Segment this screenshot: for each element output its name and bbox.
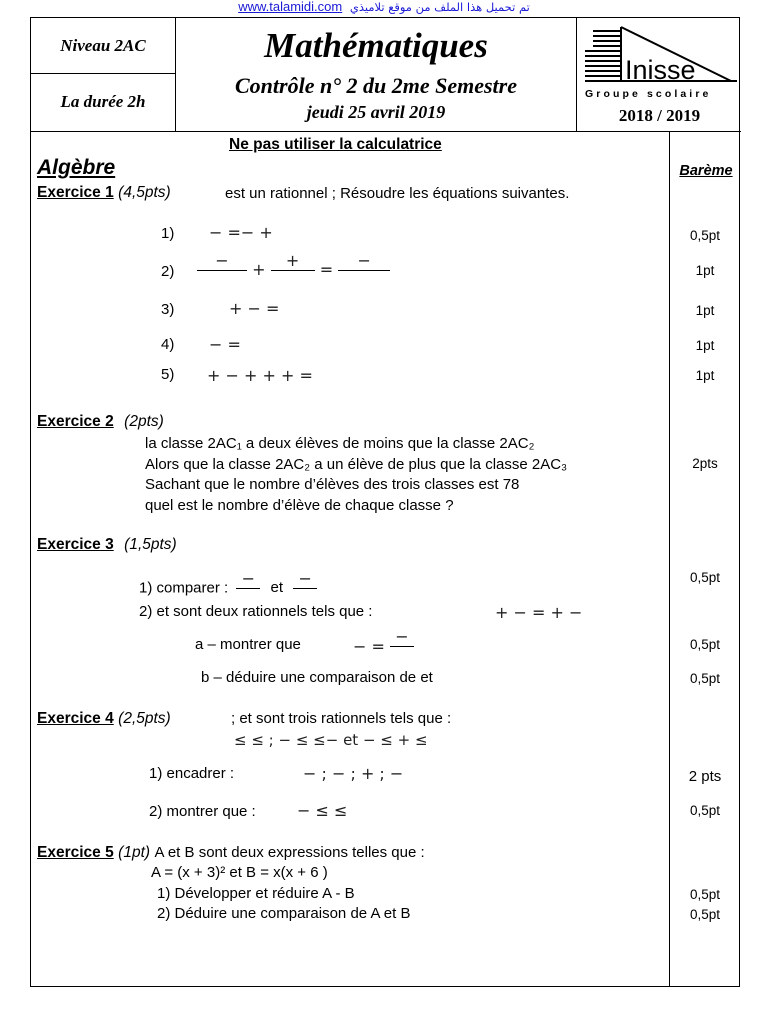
header-logo-box (576, 18, 741, 131)
exercise-1-points: (4,5pts) (118, 184, 171, 201)
exercise-3-qa-expression (353, 627, 414, 666)
exercise-3-qa-expr-text: − = (353, 637, 385, 656)
school-logo-icon (581, 25, 741, 103)
exercise-4-q1-expression: − ; − ; + ; − (303, 764, 404, 783)
exercise-3-q2: 2) et sont deux rationnels tels que : (139, 603, 373, 620)
q1-frac-1-num: − (241, 569, 256, 588)
no-calculator-notice: Ne pas utiliser la calculatrice (229, 136, 442, 153)
exercise-1-intro: est un rationnel ; Résoudre les équations suivantes. (225, 185, 570, 202)
bareme-header: Barème (679, 163, 733, 179)
exercise-4-title: Exercice 4 (37, 710, 114, 727)
exercise-5-points: (1pt) (118, 844, 151, 861)
exercise-2-line: Alors que la classe 2AC₂ a un élève de plus que la classe 2AC₃ (145, 455, 568, 473)
exercise-2-title: Exercice 2 (37, 413, 114, 430)
logo-subtitle: Groupe scolaire (585, 88, 712, 100)
eq-4-expression: − = (209, 335, 241, 354)
exercise-2-bareme: 2pts (692, 456, 718, 471)
exam-title: Mathématiques (264, 26, 488, 65)
exercise-5-heading (37, 844, 425, 862)
exercise-3-q2-expression: + − = + − (495, 603, 583, 622)
exercise-5-q2: 2) Déduire une comparaison de A et B (157, 905, 411, 922)
exam-date: jeudi 25 avril 2019 (306, 102, 446, 122)
eq-2-expression (197, 251, 390, 290)
exercise-3-title: Exercice 3 (37, 536, 114, 553)
exercise-4-points: (2,5pts) (118, 710, 171, 727)
exercise-3-q1-label: 1) comparer : (139, 579, 229, 597)
source-url[interactable]: www.talamidi.com (238, 0, 343, 14)
exercise-2-line: la classe 2AC₁ a deux élèves de moins que la classe 2AC₂ (145, 435, 535, 452)
source-banner[interactable] (0, 0, 768, 14)
exercise-1-title: Exercice 1 (37, 184, 114, 201)
eq-3-number: 3) (161, 301, 175, 318)
eq-5-points: 1pt (695, 368, 715, 383)
eq-2-number: 2) (161, 263, 175, 280)
source-arabic-text: تم تحميل هذا الملف من موقع تلاميذي (349, 0, 530, 14)
exercise-4-q2-expression: − ≤ ≤ (297, 801, 348, 820)
qa-frac-num: − (395, 627, 409, 646)
exercise-1-heading (37, 184, 171, 202)
exercise-5-q1-points: 0,5pt (689, 887, 721, 902)
exercise-3-points: (1,5pts) (124, 536, 177, 553)
exercise-3-heading (37, 536, 177, 554)
exercise-3-qb: b – déduire une comparaison de et (201, 669, 433, 686)
eq-1-number: 1) (161, 225, 175, 242)
q1-frac-2-num: − (298, 569, 312, 588)
eq-2-frac-3-num: − (357, 251, 371, 270)
logo-name: Inisse (625, 55, 696, 85)
duration-label: La durée 2h (60, 92, 146, 111)
exercise-3-qa-points: 0,5pt (689, 637, 721, 652)
exercise-5-q1: 1) Développer et réduire A - B (157, 885, 355, 902)
exercise-4-q1: 1) encadrer : (149, 765, 235, 782)
eq-2-op-equals: = (319, 260, 334, 279)
bareme-column-divider (669, 131, 670, 987)
exercise-2-line: quel est le nombre d’élève de chaque classe ? (145, 496, 454, 514)
exercise-4-intro: ; et sont trois rationnels tels que : (231, 710, 452, 727)
exercise-4-q2-points: 0,5pt (689, 803, 721, 818)
exam-subtitle: Contrôle n° 2 du 2me Semestre (235, 73, 517, 98)
exercise-3-q1-and: et (270, 579, 284, 597)
exercise-5-definition: A = (x + 3)² et B = x(x + 6 ) (151, 864, 328, 881)
eq-3-points: 1pt (695, 303, 715, 318)
eq-1-points: 0,5pt (689, 228, 721, 243)
exercise-4-q2: 2) montrer que : (149, 803, 256, 820)
eq-2-points: 1pt (695, 263, 715, 278)
exercise-3-qa: a – montrer que (195, 636, 301, 653)
eq-2-frac-2-num: + (285, 251, 300, 270)
eq-5-expression: + − + + + = (207, 366, 313, 385)
eq-1-expression: − =− + (209, 223, 273, 242)
section-algebra: Algèbre (37, 156, 116, 179)
eq-5-number: 5) (161, 366, 175, 383)
eq-4-points: 1pt (695, 338, 715, 353)
exercise-3-qb-points: 0,5pt (689, 671, 721, 686)
exercise-5-q2-points: 0,5pt (689, 907, 721, 922)
exercise-5-intro: A et B sont deux expressions telles que : (154, 844, 425, 861)
exercise-2-points: (2pts) (124, 413, 164, 430)
exercise-4-heading (37, 710, 171, 728)
level-label: Niveau 2AC (31, 18, 175, 74)
exercise-4-conditions: ≤ ≤ ; − ≤ ≤− et − ≤ + ≤ (234, 731, 428, 749)
eq-3-expression: + − = (229, 299, 280, 318)
exercise-2-line: Sachant que le nombre d’élèves des trois classes est 78 (145, 476, 520, 493)
school-year: 2018 / 2019 (618, 106, 701, 125)
header-title-box (176, 18, 576, 131)
exam-sheet (30, 17, 740, 987)
exercise-5-title: Exercice 5 (37, 844, 114, 861)
header-divider (31, 131, 741, 132)
eq-2-op-plus: + (252, 260, 266, 279)
eq-4-number: 4) (161, 336, 175, 353)
exercise-2-heading (37, 413, 164, 431)
exercise-4-q1-points: 2 pts (688, 768, 722, 785)
exercise-2-statement (145, 434, 567, 516)
eq-2-frac-1-num: − (215, 251, 229, 270)
header-left-box (31, 18, 176, 131)
exercise-3-q1-points: 0,5pt (689, 570, 721, 585)
